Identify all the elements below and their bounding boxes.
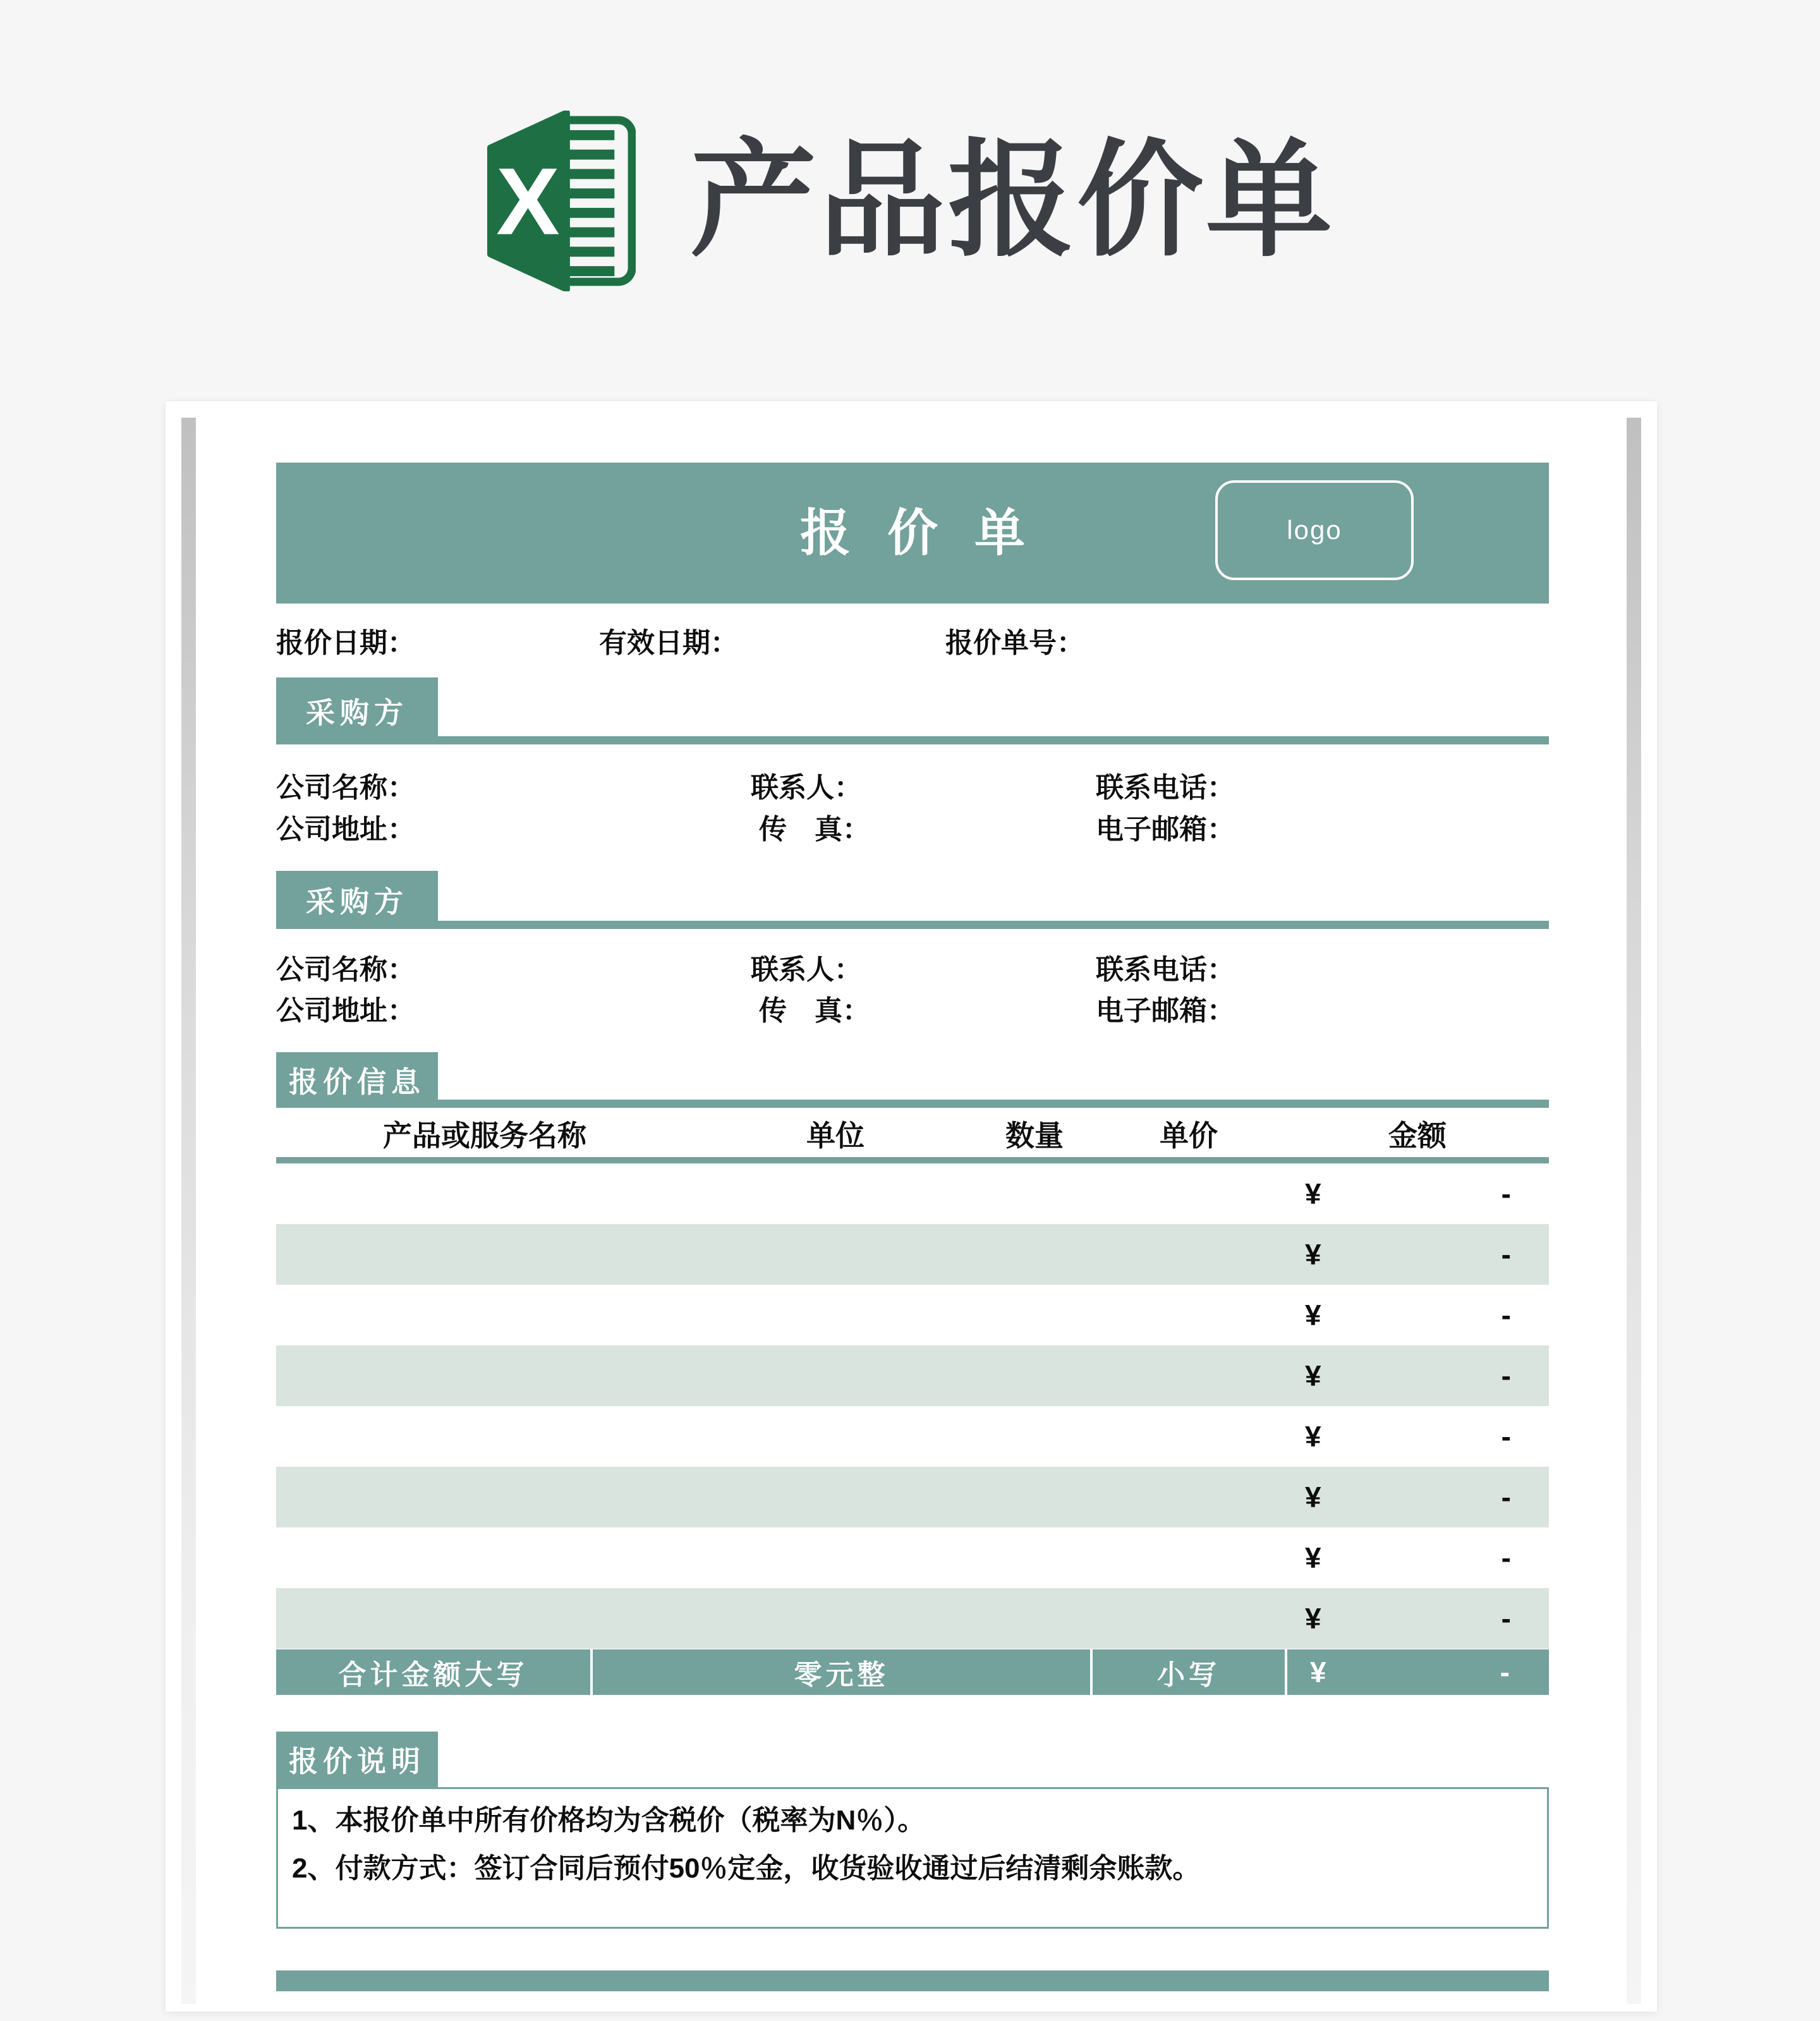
table-row bbox=[276, 1406, 1549, 1467]
total-amount-value: - bbox=[1500, 1656, 1514, 1689]
buyer-2-row-1 bbox=[166, 952, 1657, 988]
total-words-cell bbox=[593, 1649, 1090, 1695]
quote-date-label: 报价日期： bbox=[276, 628, 415, 658]
phone-label: 联系电话： bbox=[1096, 954, 1235, 985]
excel-icon bbox=[485, 111, 636, 291]
total-amount-cell bbox=[1287, 1649, 1549, 1695]
email-label: 电子邮箱： bbox=[1096, 814, 1235, 845]
logo-label: logo bbox=[1287, 515, 1342, 545]
column-product-name: 产品或服务名称 bbox=[383, 1119, 586, 1152]
amount-value: - bbox=[1501, 1541, 1511, 1574]
section-tab-notes bbox=[276, 1732, 438, 1787]
quote-table-header bbox=[276, 1108, 1549, 1160]
bottom-accent-bar bbox=[276, 1970, 1549, 1991]
section-rule-3 bbox=[276, 1100, 1549, 1108]
company-address-label: 公司地址： bbox=[276, 995, 415, 1026]
currency-symbol: ¥ bbox=[1305, 1541, 1321, 1574]
amount-value: - bbox=[1501, 1177, 1511, 1210]
total-numeric-label-cell bbox=[1093, 1649, 1285, 1695]
currency-symbol: ¥ bbox=[1305, 1420, 1321, 1453]
amount-value: - bbox=[1501, 1420, 1511, 1453]
quote-table-body bbox=[276, 1163, 1549, 1649]
section-rule-2 bbox=[276, 921, 1549, 929]
table-header-rule bbox=[276, 1157, 1549, 1163]
notes-box bbox=[276, 1787, 1549, 1929]
quote-no-label: 报价单号： bbox=[945, 628, 1084, 658]
total-label-cell bbox=[276, 1649, 590, 1695]
total-numeric-label: 小写 bbox=[1157, 1660, 1220, 1690]
note-line-2: 2、付款方式：签订合同后预付50％定金，收货验收通过后结清剩余账款。 bbox=[292, 1853, 1201, 1884]
table-row bbox=[276, 1467, 1549, 1527]
currency-symbol: ¥ bbox=[1305, 1602, 1321, 1635]
column-quantity: 数量 bbox=[1005, 1119, 1064, 1152]
section-tab-buyer-1-label: 采购方 bbox=[306, 696, 408, 729]
table-row bbox=[276, 1527, 1549, 1588]
table-row bbox=[276, 1224, 1549, 1285]
buyer-1-row-1 bbox=[166, 770, 1657, 806]
section-tab-buyer-1 bbox=[276, 677, 438, 744]
phone-label: 联系电话： bbox=[1096, 772, 1235, 803]
amount-value: - bbox=[1501, 1299, 1511, 1332]
column-unit-price: 单价 bbox=[1160, 1119, 1218, 1152]
company-name-label: 公司名称： bbox=[276, 772, 415, 803]
fax-label: 传 真： bbox=[759, 814, 870, 845]
email-label: 电子邮箱： bbox=[1096, 995, 1235, 1026]
quote-banner-title: 报价单 bbox=[800, 504, 1062, 561]
total-amount-words: 零元整 bbox=[794, 1660, 889, 1690]
section-tab-quote-info-label: 报价信息 bbox=[289, 1065, 425, 1098]
total-row bbox=[276, 1649, 1549, 1695]
document-page bbox=[166, 401, 1657, 2012]
buyer-2-row-2 bbox=[166, 993, 1657, 1029]
currency-symbol: ¥ bbox=[1305, 1359, 1321, 1392]
logo-placeholder bbox=[1215, 480, 1414, 580]
table-row bbox=[276, 1345, 1549, 1406]
table-row bbox=[276, 1163, 1549, 1224]
contact-label: 联系人： bbox=[751, 772, 862, 803]
column-amount: 金额 bbox=[1388, 1119, 1447, 1152]
table-row bbox=[276, 1285, 1549, 1345]
column-unit: 单位 bbox=[806, 1119, 864, 1152]
currency-symbol: ¥ bbox=[1305, 1177, 1321, 1210]
meta-row bbox=[166, 626, 1657, 661]
amount-value: - bbox=[1501, 1602, 1511, 1635]
currency-symbol: ¥ bbox=[1310, 1656, 1330, 1689]
currency-symbol: ¥ bbox=[1305, 1238, 1321, 1271]
currency-symbol: ¥ bbox=[1305, 1481, 1321, 1514]
amount-value: - bbox=[1501, 1359, 1511, 1392]
amount-value: - bbox=[1501, 1238, 1511, 1271]
svg-text:X: X bbox=[496, 148, 560, 255]
valid-date-label: 有效日期： bbox=[599, 628, 738, 658]
company-name-label: 公司名称： bbox=[276, 954, 415, 985]
page-title: 产品报价单 bbox=[689, 130, 1335, 271]
contact-label: 联系人： bbox=[751, 954, 862, 985]
buyer-1-row-2 bbox=[166, 812, 1657, 847]
amount-value: - bbox=[1501, 1481, 1511, 1514]
quote-banner bbox=[276, 463, 1549, 604]
section-tab-notes-label: 报价说明 bbox=[289, 1745, 425, 1778]
note-line-1: 1、本报价单中所有价格均为含税价（税率为N％）。 bbox=[292, 1805, 926, 1836]
hero-header bbox=[0, 106, 1820, 296]
section-tab-buyer-2-label: 采购方 bbox=[306, 885, 408, 918]
table-row bbox=[276, 1588, 1549, 1649]
company-address-label: 公司地址： bbox=[276, 814, 415, 845]
section-rule-1 bbox=[276, 736, 1549, 744]
currency-symbol: ¥ bbox=[1305, 1299, 1321, 1332]
fax-label: 传 真： bbox=[759, 995, 870, 1026]
total-label: 合计金额大写 bbox=[338, 1660, 528, 1690]
